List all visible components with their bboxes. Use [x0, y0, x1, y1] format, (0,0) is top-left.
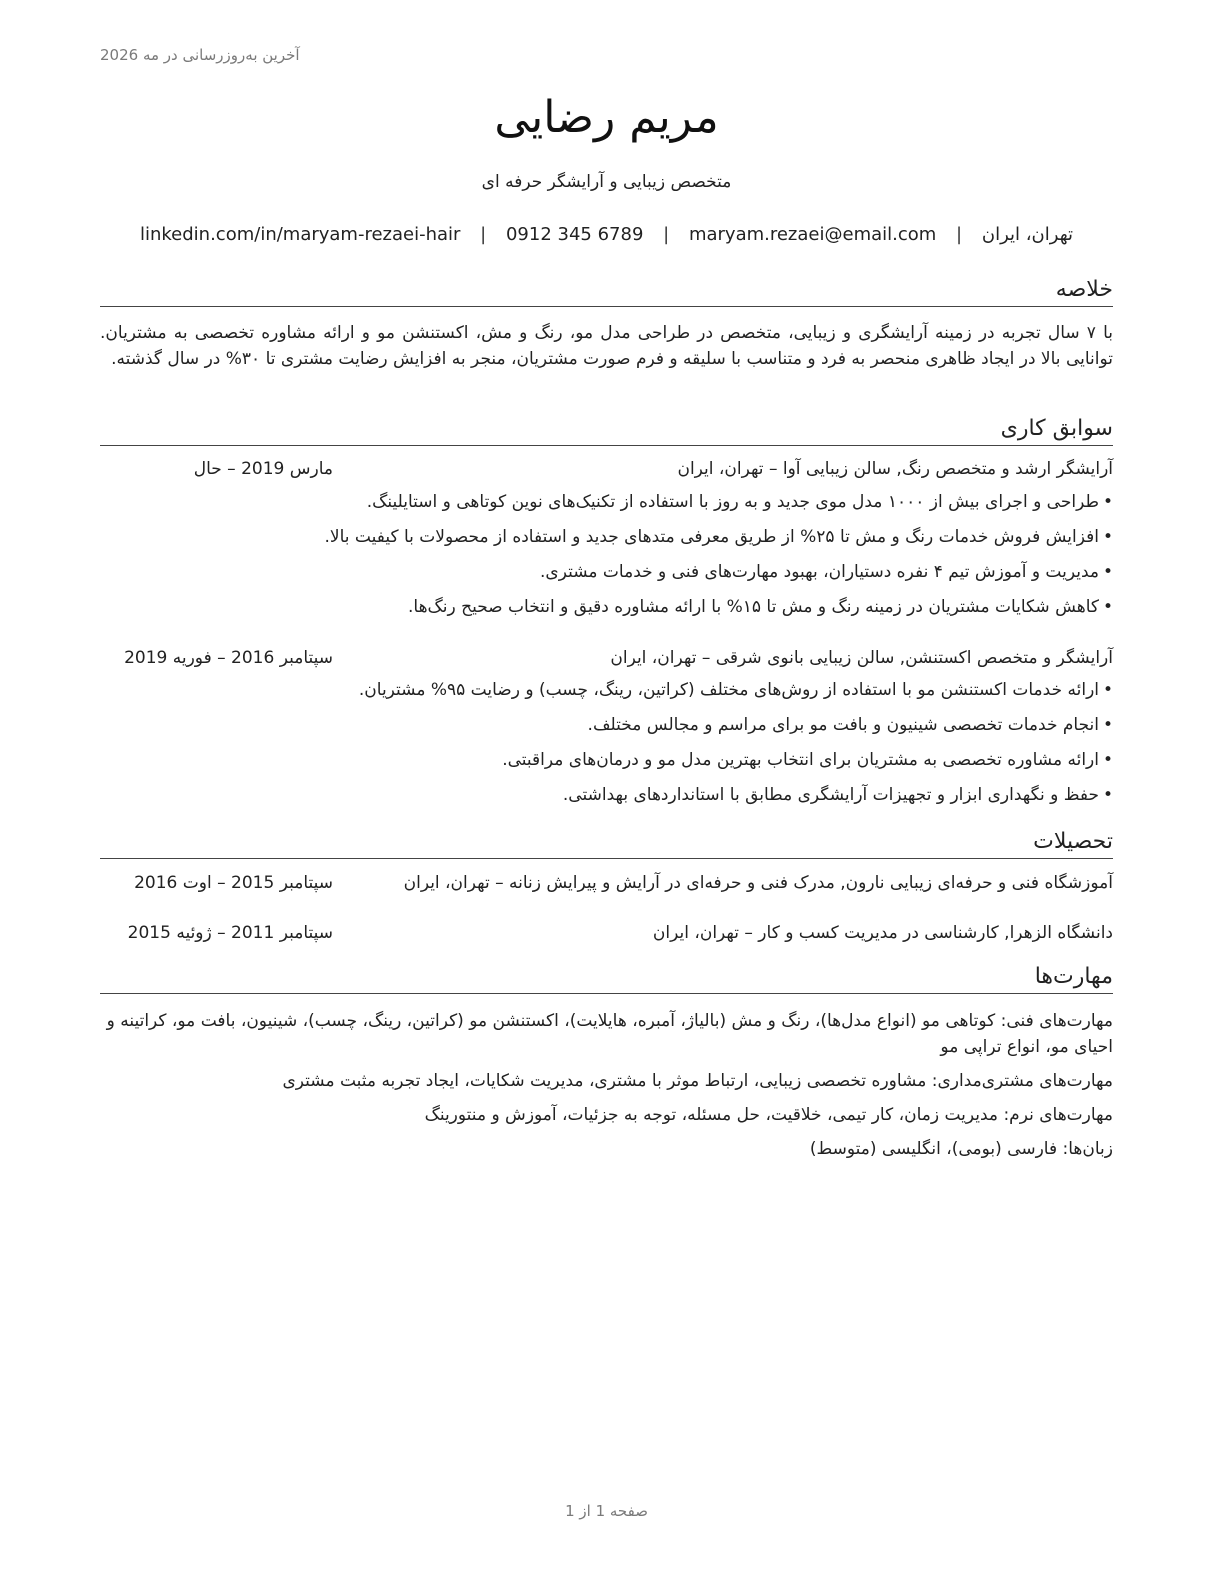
bullet-text: طراحی و اجرای بیش از ۱۰۰۰ مدل موی جدید و به روز با استفاده از تکنیک‌های نوین کوتاهی و استایلینگ.	[366, 492, 1099, 512]
bullet-text: مدیریت و آموزش تیم ۴ نفره دستیاران، بهبود مهارت‌های فنی و خدمات مشتری.	[540, 562, 1099, 582]
summary-text: با ۷ سال تجربه در زمینه آرایشگری و زیبایی، متخصص در طراحی مدل مو، رنگ و مش، اکستنشن مو و ارائه مشاوره تخصصی به مشتریان. توانایی بالا در ایجاد ظاهری منحصر به فرد و متناسب با سلیقه و فرم صورت مشتریان، منجر به افزایش رضایت مشتری تا ۳۰% در سال گذشته.	[100, 323, 1113, 369]
skill-soft: مهارت‌های نرم: مدیریت زمان، کار تیمی، خلاقیت، حل مسئله، توجه به جزئیات، آموزش و منتورینگ	[424, 1105, 1113, 1125]
contact-separator: |	[480, 224, 487, 245]
job-header	[100, 459, 1113, 485]
list-item	[100, 594, 1113, 629]
skill-customer: مهارت‌های مشتری‌مداری: مشاوره تخصصی زیبایی، ارتباط موثر با مشتری، مدیریت شکایات، ایجاد تجربه مثبت مشتری	[282, 1071, 1113, 1091]
candidate-name: مریم رضایی	[494, 92, 719, 143]
contact-line	[100, 224, 1113, 245]
bullet-icon: •	[1102, 680, 1113, 700]
bullet-text: انجام خدمات تخصصی شینیون و بافت مو برای مراسم و مجالس مختلف.	[587, 715, 1099, 735]
job-header	[100, 648, 1113, 674]
job-date: مارس 2019 – حال	[193, 459, 333, 479]
job-title: آرایشگر ارشد و متخصص رنگ, سالن زیبایی آوا – تهران، ایران	[677, 459, 1113, 479]
skill-languages: زبان‌ها: فارسی (بومی)، انگلیسی (متوسط)	[809, 1139, 1113, 1159]
contact-email[interactable]: maryam.rezaei@email.com	[688, 224, 937, 245]
education-heading: تحصیلات	[100, 828, 1113, 859]
job-bullets	[100, 489, 1113, 629]
list-item	[100, 524, 1113, 559]
bullet-text: افزایش فروش خدمات رنگ و مش تا ۲۵% از طریق معرفی متدهای جدید و استفاده از محصولات با کیفیت بالا.	[324, 527, 1099, 547]
bullet-text: ارائه خدمات اکستنشن مو با استفاده از روش‌های مختلف (کراتین، رینگ، چسب) و رضایت ۹۵% مشتریان.	[358, 680, 1099, 700]
list-item	[100, 489, 1113, 524]
contact-location: تهران، ایران	[981, 224, 1073, 245]
bullet-text: ارائه مشاوره تخصصی به مشتریان برای انتخاب بهترین مدل مو و درمان‌های مراقبتی.	[502, 750, 1099, 770]
page-number: صفحه 1 از 1	[565, 1502, 648, 1520]
bullet-text: حفظ و نگهداری ابزار و تجهیزات آرایشگری مطابق با استانداردهای بهداشتی.	[562, 785, 1099, 805]
candidate-subtitle: متخصص زیبایی و آرایشگر حرفه ای	[481, 172, 732, 192]
education-item	[100, 873, 1113, 899]
resume-page	[100, 0, 1113, 1584]
list-item	[100, 782, 1113, 817]
bullet-icon: •	[1102, 785, 1113, 805]
education-title: آموزشگاه فنی و حرفه‌ای زیبایی نارون, مدرک فنی و حرفه‌ای در آرایش و پیرایش زنانه – تهران، ایران	[403, 873, 1113, 893]
bullet-icon: •	[1102, 750, 1113, 770]
bullet-icon: •	[1102, 527, 1113, 547]
list-item	[100, 559, 1113, 594]
skills-heading: مهارت‌ها	[100, 963, 1113, 994]
job-title: آرایشگر و متخصص اکستنشن, سالن زیبایی بانوی شرقی – تهران، ایران	[610, 648, 1113, 668]
bullet-icon: •	[1102, 492, 1113, 512]
bullet-text: کاهش شکایات مشتریان در زمینه رنگ و مش تا ۱۵% با ارائه مشاوره دقیق و انتخاب صحیح رنگ‌ها.	[408, 597, 1099, 617]
summary-heading: خلاصه	[100, 276, 1113, 307]
education-date: سپتامبر 2015 – اوت 2016	[134, 873, 333, 893]
education-item	[100, 923, 1113, 949]
contact-linkedin[interactable]: linkedin.com/in/maryam-rezaei-hair	[139, 224, 461, 245]
last-updated: آخرین به‌روزرسانی در مه 2026	[100, 46, 300, 64]
bullet-icon: •	[1102, 715, 1113, 735]
list-item	[100, 712, 1113, 747]
education-title: دانشگاه الزهرا, کارشناسی در مدیریت کسب و کار – تهران، ایران	[652, 923, 1113, 943]
contact-separator: |	[663, 224, 670, 245]
contact-separator: |	[956, 224, 963, 245]
skill-technical: مهارت‌های فنی: کوتاهی مو (انواع مدل‌ها)، رنگ و مش (بالیاژ، آمبره، هایلایت)، اکستنشن مو (کراتین، رینگ، چسب)، شینیون، بافت مو، کراتینه و احیای مو، انواع تراپی مو	[106, 1011, 1113, 1057]
experience-heading: سوابق کاری	[100, 415, 1113, 446]
education-date: سپتامبر 2011 – ژوئیه 2015	[127, 923, 333, 943]
bullet-icon: •	[1102, 597, 1113, 617]
job-date: سپتامبر 2016 – فوریه 2019	[124, 648, 333, 668]
job-bullets	[100, 677, 1113, 817]
list-item	[100, 677, 1113, 712]
list-item	[100, 747, 1113, 782]
contact-phone[interactable]: 0912 345 6789	[505, 224, 644, 245]
bullet-icon: •	[1102, 562, 1113, 582]
